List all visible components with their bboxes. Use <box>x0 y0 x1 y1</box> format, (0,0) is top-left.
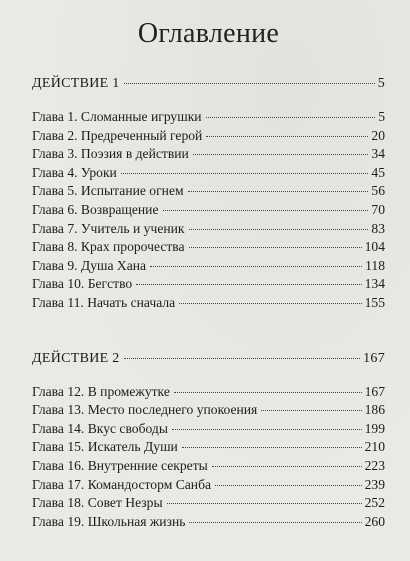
chapter-page-number: 260 <box>364 513 385 529</box>
chapter-page-number: 118 <box>365 257 385 273</box>
chapter-page-number: 186 <box>364 402 385 418</box>
chapter-page-number: 56 <box>371 183 385 199</box>
section-page-number: 5 <box>377 76 385 91</box>
dot-leader <box>174 392 362 393</box>
section-heading-act-2 <box>32 351 385 373</box>
chapter-title: Глава 7. Учитель и ученик <box>32 220 185 236</box>
chapter-title: Глава 14. Вкус свободы <box>32 420 168 436</box>
chapter-page-number: 70 <box>371 201 385 217</box>
dot-leader <box>261 410 361 411</box>
toc-entry <box>32 201 385 220</box>
chapter-title: Глава 12. В промежутке <box>32 383 170 399</box>
dot-leader <box>182 447 362 448</box>
toc-entry <box>32 494 385 513</box>
toc-entry <box>32 383 385 402</box>
chapter-title: Глава 19. Школьная жизнь <box>32 513 186 529</box>
dot-leader <box>179 303 361 304</box>
chapter-title: Глава 4. Уроки <box>32 164 117 180</box>
toc-entry <box>32 438 385 457</box>
dot-leader <box>124 83 375 84</box>
section-label: ДЕЙСТВИЕ 1 <box>32 76 120 91</box>
section-label: ДЕЙСТВИЕ 2 <box>32 350 120 366</box>
dot-leader <box>189 247 362 248</box>
chapter-title: Глава 13. Место последнего упокоения <box>32 402 258 418</box>
toc-entry <box>32 164 385 183</box>
chapter-title: Глава 1. Сломанные игрушки <box>32 109 202 124</box>
dot-leader <box>167 503 362 504</box>
chapter-page-number: 34 <box>371 146 385 162</box>
toc-entry <box>32 476 385 495</box>
dot-leader <box>121 173 369 174</box>
toc-entry <box>32 275 385 294</box>
chapter-page-number: 20 <box>371 127 385 143</box>
dot-leader <box>172 429 362 430</box>
toc-entry <box>32 457 385 476</box>
toc-entry <box>32 108 385 127</box>
dot-leader <box>193 154 369 155</box>
toc-entry <box>32 182 385 201</box>
dot-leader <box>189 522 361 523</box>
toc-entry <box>32 145 385 164</box>
dot-leader <box>163 210 369 211</box>
chapter-page-number: 5 <box>378 109 385 124</box>
chapter-title: Глава 3. Поэзия в действии <box>32 146 189 162</box>
page-title: Оглавление <box>137 18 280 49</box>
dot-leader <box>206 117 376 118</box>
chapter-title: Глава 2. Предреченный герой <box>32 127 203 143</box>
chapter-list-act-2 <box>32 383 385 532</box>
dot-leader <box>215 485 362 486</box>
chapter-page-number: 45 <box>371 164 385 180</box>
chapter-title: Глава 5. Испытание огнем <box>32 183 184 199</box>
chapter-list-act-1 <box>32 108 385 313</box>
toc-entry <box>32 238 385 257</box>
dot-leader <box>212 466 362 467</box>
dot-leader <box>189 229 369 230</box>
chapter-page-number: 199 <box>364 420 385 436</box>
chapter-page-number: 167 <box>364 383 385 399</box>
toc-entry <box>32 513 385 532</box>
section-heading-act-1 <box>32 76 385 98</box>
toc-entry <box>32 220 385 239</box>
dot-leader <box>136 284 361 285</box>
chapter-page-number: 155 <box>364 294 385 310</box>
chapter-page-number: 83 <box>371 220 385 236</box>
chapter-page-number: 104 <box>364 239 385 255</box>
chapter-title: Глава 11. Начать сначала <box>32 294 176 310</box>
toc-entry <box>32 401 385 420</box>
chapter-title: Глава 17. Командосторм Санба <box>32 476 212 492</box>
chapter-title: Глава 18. Совет Незры <box>32 495 163 511</box>
dot-leader <box>150 266 362 267</box>
chapter-title: Глава 16. Внутренние секреты <box>32 457 208 473</box>
toc-entry <box>32 294 385 313</box>
chapter-title: Глава 10. Бегство <box>32 276 133 292</box>
dot-leader <box>206 136 368 137</box>
chapter-title: Глава 8. Крах пророчества <box>32 239 185 255</box>
chapter-page-number: 239 <box>364 476 385 492</box>
chapter-page-number: 223 <box>364 457 385 473</box>
chapter-page-number: 210 <box>364 439 385 455</box>
chapter-page-number: 252 <box>364 495 385 511</box>
toc-entry <box>32 257 385 276</box>
section-page-number: 167 <box>363 350 385 366</box>
chapter-page-number: 134 <box>364 276 385 292</box>
dot-leader <box>188 191 369 192</box>
toc-entry <box>32 127 385 146</box>
chapter-title: Глава 9. Душа Хана <box>32 257 147 273</box>
chapter-title: Глава 15. Искатель Души <box>32 439 178 455</box>
toc-entry <box>32 420 385 439</box>
chapter-title: Глава 6. Возвращение <box>32 201 159 217</box>
dot-leader <box>124 358 360 359</box>
